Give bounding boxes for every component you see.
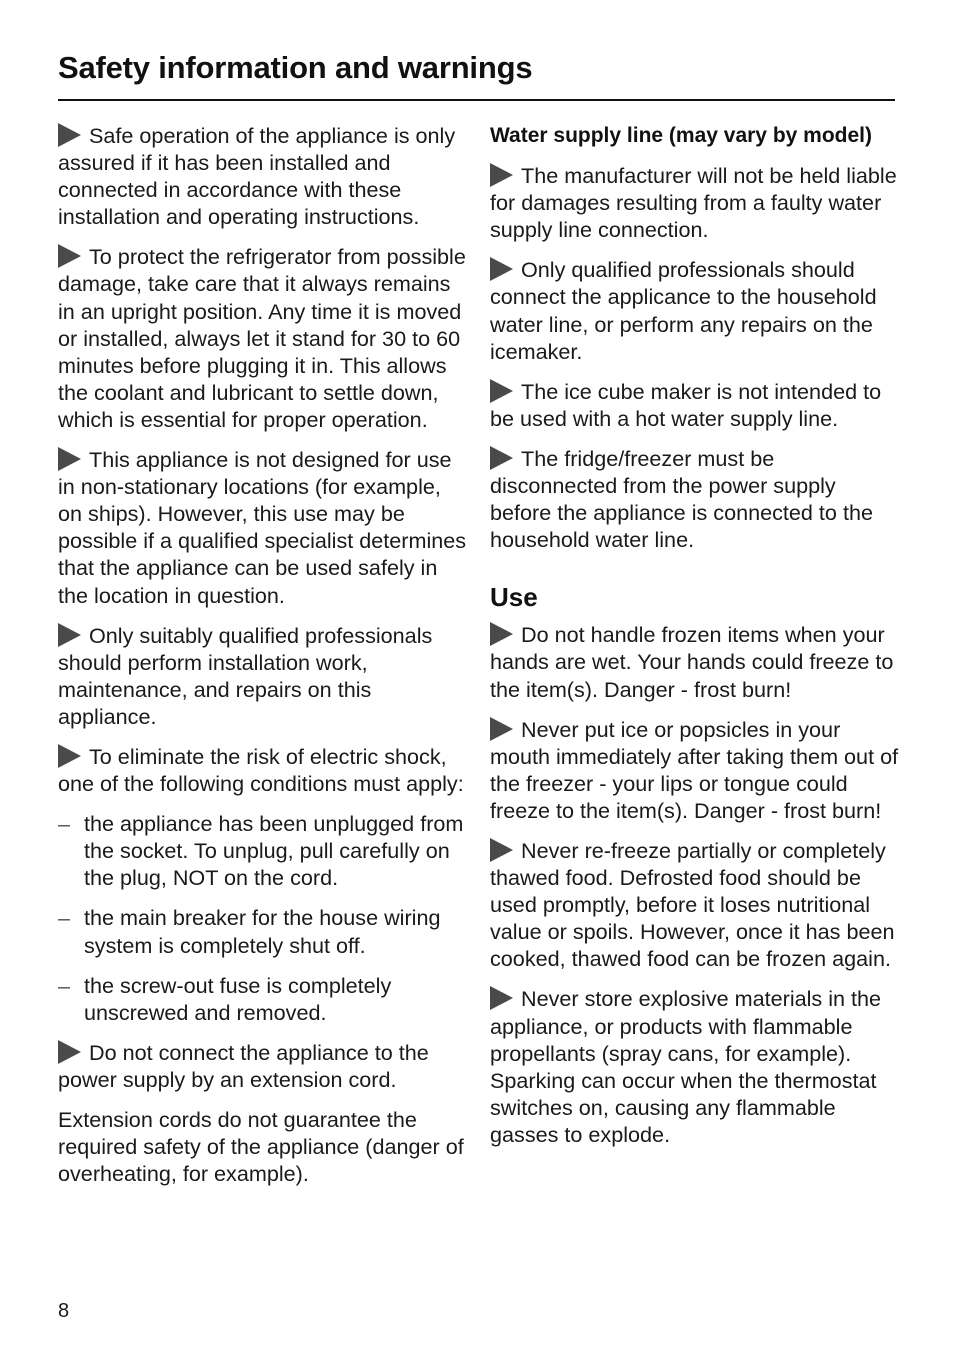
bullet-triangle-icon xyxy=(490,838,513,862)
safety-paragraph xyxy=(490,256,900,364)
safety-paragraph xyxy=(58,122,468,230)
safety-paragraph xyxy=(490,162,900,243)
bullet-triangle-icon xyxy=(58,744,81,768)
bullet-triangle-icon xyxy=(490,986,513,1010)
safety-paragraph xyxy=(490,716,900,824)
safety-paragraph xyxy=(58,243,468,433)
page-number: 8 xyxy=(58,1300,70,1322)
safety-paragraph xyxy=(490,837,900,972)
safety-paragraph xyxy=(490,445,900,553)
bullet-triangle-icon xyxy=(490,622,513,646)
paragraph-text: To protect the refrigerator from possible damage, take care that it always remains in an upright position. Any time it is moved or installed, always let it stand for 30 to 60 minutes before plugging it in. This allows the coolant and lubricant to settle down, which is essential for proper operation. xyxy=(58,244,466,432)
list-item-text: the appliance has been unplugged from the socket. To unplug, pull carefully on the plug, NOT on the cord. xyxy=(84,811,464,891)
paragraph-text: The manufacturer will not be held liable for damages resulting from a faulty water supply line connection. xyxy=(490,163,897,243)
safety-paragraph xyxy=(58,1039,468,1093)
safety-paragraph xyxy=(490,621,900,702)
paragraph-text: The ice cube maker is not intended to be used with a hot water supply line. xyxy=(490,378,882,431)
bullet-triangle-icon xyxy=(58,623,81,647)
paragraph-text: To eliminate the risk of electric shock, one of the following conditions must apply: xyxy=(58,743,464,797)
safety-paragraph xyxy=(490,985,900,1148)
paragraph-text: This appliance is not designed for use in non-stationary locations (for example, on ships). However, this use may be possible if a qualified specialist determines that the appliance can be used safely in the location in question. xyxy=(58,447,467,608)
water-supply-heading: Water supply line (may vary by model) xyxy=(490,124,872,147)
safety-paragraph xyxy=(58,622,468,730)
bullet-triangle-icon xyxy=(490,379,513,403)
paragraph-text: Only suitably qualified professionals should perform installation work, maintenance, and repairs on this appliance. xyxy=(58,622,433,729)
paragraph-text: Do not connect the appliance to the power supply by an extension cord. xyxy=(58,1039,429,1092)
paragraph-text: Do not handle frozen items when your hands are wet. Your hands could freeze to the item(s). Danger - frost burn! xyxy=(490,622,894,702)
page-title: Safety information and warnings xyxy=(58,50,533,85)
safety-paragraph xyxy=(58,743,468,797)
safety-paragraph xyxy=(490,378,900,432)
bullet-triangle-icon xyxy=(58,1040,81,1064)
bullet-triangle-icon xyxy=(490,446,513,470)
list-item xyxy=(58,972,468,1026)
use-heading: Use xyxy=(490,582,538,613)
plain-paragraph: Extension cords do not guarantee the required safety of the appliance (danger of overheating, for example). xyxy=(58,1107,464,1187)
bullet-triangle-icon xyxy=(58,244,81,268)
bullet-triangle-icon xyxy=(490,717,513,741)
list-item-text: the main breaker for the house wiring system is completely shut off. xyxy=(84,905,441,958)
paragraph-text: Never re-freeze partially or completely thawed food. Defrosted food should be used promptly, before it loses nutritional value or spoils. However, once it has been cooked, thawed food can be frozen again. xyxy=(490,837,895,972)
title-divider xyxy=(58,99,895,101)
left-column xyxy=(58,122,468,1200)
dash-bullet: – xyxy=(58,905,71,931)
paragraph-text: Never store explosive materials in the appliance, or products with flammable propellants (spray cans, for example). Sparking can occur when the thermostat switches on, causing any flammable gasses to explode. xyxy=(490,986,882,1147)
bullet-triangle-icon xyxy=(490,163,513,187)
safety-paragraph xyxy=(58,446,468,609)
list-item xyxy=(58,904,468,958)
right-column xyxy=(490,122,900,1161)
paragraph-text: Only qualified professionals should connect the applicance to the household water line, or perform any repairs on the icemaker. xyxy=(490,257,877,364)
paragraph-text: The fridge/freezer must be disconnected from the power supply before the appliance is connected to the household water line. xyxy=(490,445,873,553)
paragraph-text: Never put ice or popsicles in your mouth immediately after taking them out of the freezer - your lips or tongue could freeze to the item(s). Danger - frost burn! xyxy=(490,716,899,823)
conditions-list xyxy=(58,810,468,1026)
bullet-triangle-icon xyxy=(58,123,81,147)
bullet-triangle-icon xyxy=(490,257,513,281)
list-item xyxy=(58,810,468,891)
bullet-triangle-icon xyxy=(58,447,81,471)
list-item-text: the screw-out fuse is completely unscrewed and removed. xyxy=(84,972,392,1025)
dash-bullet: – xyxy=(58,811,71,837)
paragraph-text: Safe operation of the appliance is only assured if it has been installed and connected in accordance with these installation and operating instructions. xyxy=(58,123,456,230)
dash-bullet: – xyxy=(58,972,71,998)
